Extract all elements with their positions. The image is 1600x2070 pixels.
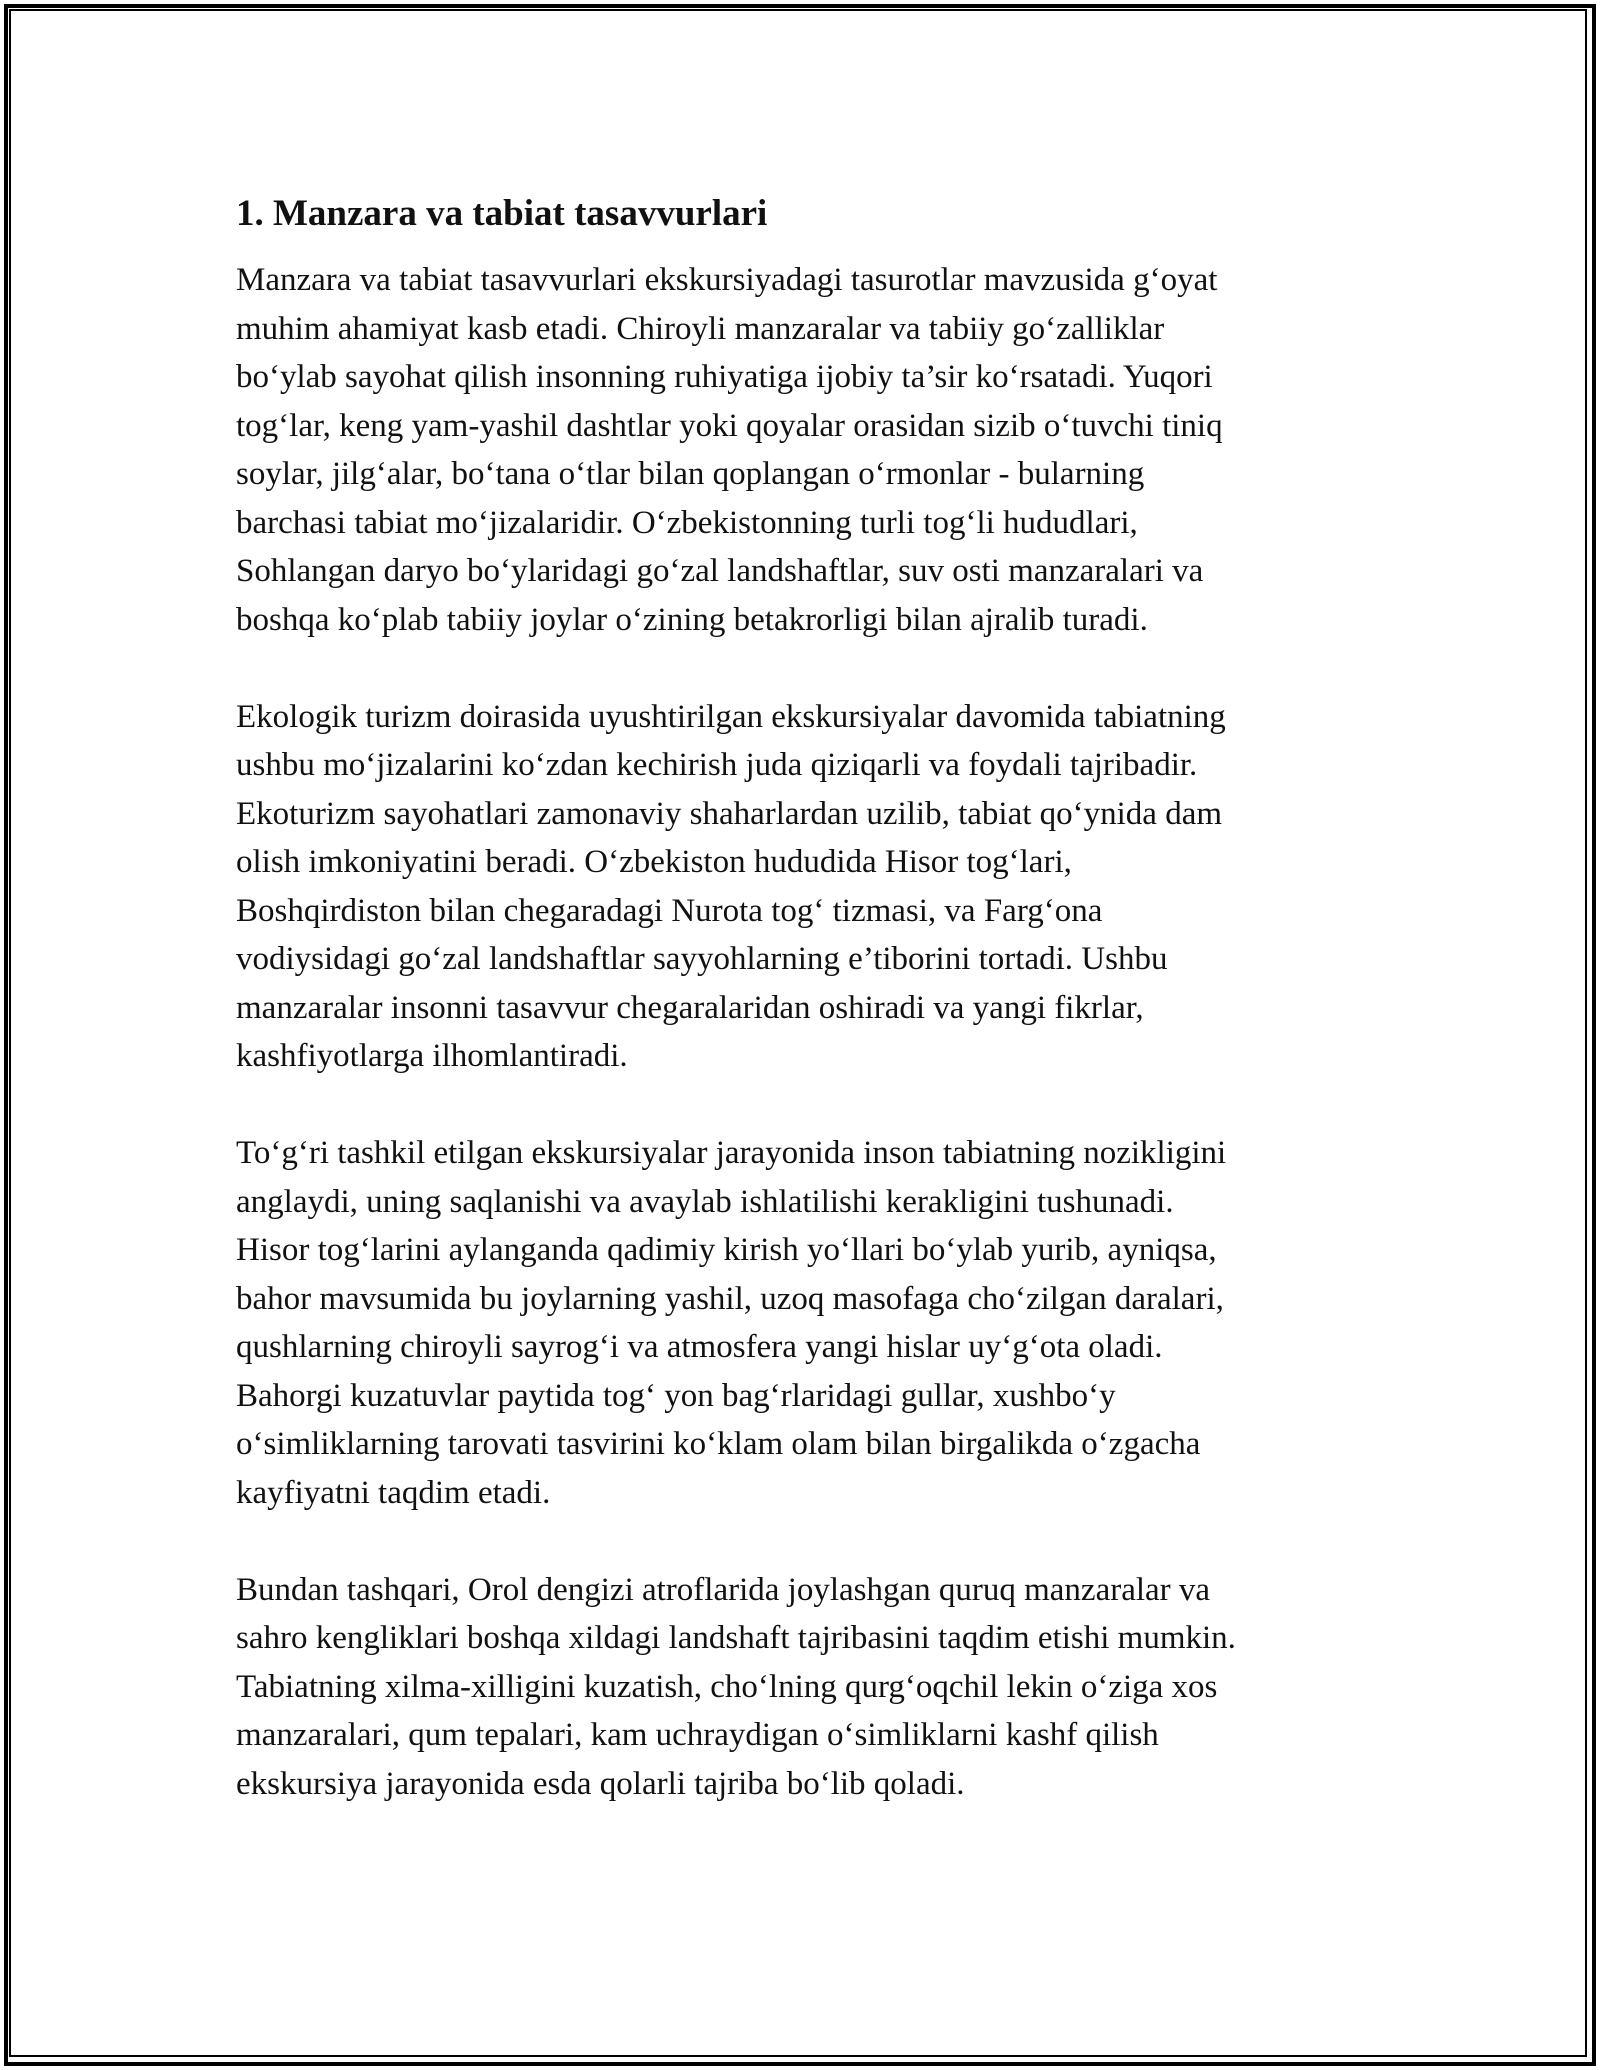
text-line: manzaralar insonni tasavvur chegaralaridan oshiradi va yangi fikrlar, <box>236 989 1144 1026</box>
text-line: Ekoturizm sayohatlari zamonaviy shaharlardan uzilib, tabiat qo‘ynida dam <box>236 795 1223 832</box>
text-line: vodiysidagi go‘zal landshaftlar sayyohlarning e’tiborini tortadi. Ushbu <box>236 941 1168 977</box>
section-heading: 1. Manzara va tabiat tasavvurlari <box>236 193 768 234</box>
text-line: tog‘lar, keng yam-yashil dashtlar yoki qoyalar orasidan sizib o‘tuvchi tiniq <box>236 407 1223 444</box>
text-line: qushlarning chiroyli sayrog‘i va atmosfera yangi hislar uy‘g‘ota oladi. <box>236 1329 1163 1365</box>
text-line: Hisor tog‘larini aylanganda qadimiy kirish yo‘llari bo‘ylab yurib, ayniqsa, <box>236 1232 1217 1268</box>
text-line: sahro kengliklari boshqa xildagi landshaft tajribasini taqdim etishi mumkin. <box>236 1620 1236 1656</box>
text-line: kayfiyatni taqdim etadi. <box>236 1474 551 1511</box>
text-line: anglaydi, uning saqlanishi va avaylab ishlatilishi kerakligini tushunadi. <box>236 1183 1174 1220</box>
paragraph-1 <box>236 256 1366 644</box>
text-line: muhim ahamiyat kasb etadi. Chiroyli manzaralar va tabiiy go‘zalliklar <box>236 310 1165 347</box>
text-line: Manzara va tabiat tasavvurlari ekskursiyadagi tasurotlar mavzusida g‘oyat <box>236 262 1218 298</box>
document-body <box>236 186 1366 1857</box>
paragraph-4 <box>236 1566 1366 1809</box>
paragraph-3 <box>236 1129 1366 1517</box>
text-line: soylar, jilg‘alar, bo‘tana o‘tlar bilan qoplangan o‘rmonlar - bularning <box>236 456 1145 492</box>
text-line: bo‘ylab sayohat qilish insonning ruhiyatiga ijobiy ta’sir ko‘rsatadi. Yuqori <box>236 359 1213 395</box>
text-line: manzaralari, qum tepalari, kam uchraydigan o‘simliklarni kashf qilish <box>236 1717 1159 1753</box>
text-line: Bahorgi kuzatuvlar paytida tog‘ yon bag‘rlaridagi gullar, xushbo‘y <box>236 1377 1116 1414</box>
text-line: Ekologik turizm doirasida uyushtirilgan ekskursiyalar davomida tabiatning <box>236 698 1226 735</box>
text-line: boshqa ko‘plab tabiiy joylar o‘zining betakrorligi bilan ajralib turadi. <box>236 601 1148 638</box>
text-line: Sohlangan daryo bo‘ylaridagi go‘zal landshaftlar, suv osti manzaralari va <box>236 553 1204 589</box>
text-line: ushbu mo‘jizalarini ko‘zdan kechirish juda qiziqarli va foydali tajribadir. <box>236 747 1198 783</box>
text-line: To‘g‘ri tashkil etilgan ekskursiyalar jarayonida inson tabiatning nozikligini <box>236 1135 1227 1171</box>
text-line: Bundan tashqari, Orol dengizi atroflarida joylashgan quruq manzaralar va <box>236 1571 1211 1608</box>
text-line: o‘simliklarning tarovati tasvirini ko‘klam olam bilan birgalikda o‘zgacha <box>236 1426 1201 1462</box>
text-line: barchasi tabiat mo‘jizalaridir. O‘zbekistonning turli tog‘li hududlari, <box>236 504 1138 541</box>
paragraph-2 <box>236 693 1366 1081</box>
text-line: kashfiyotlarga ilhomlantiradi. <box>236 1038 628 1074</box>
text-line: olish imkoniyatini beradi. O‘zbekiston hududida Hisor tog‘lari, <box>236 844 1072 880</box>
text-line: Tabiatning xilma-xilligini kuzatish, cho‘lning qurg‘oqchil lekin o‘ziga xos <box>236 1668 1218 1705</box>
text-line: Boshqirdiston bilan chegaradagi Nurota tog‘ tizmasi, va Farg‘ona <box>236 892 1103 929</box>
text-line: bahor mavsumida bu joylarning yashil, uzoq masofaga cho‘zilgan daralari, <box>236 1280 1224 1317</box>
text-line: ekskursiya jarayonida esda qolarli tajriba bo‘lib qoladi. <box>236 1765 965 1802</box>
